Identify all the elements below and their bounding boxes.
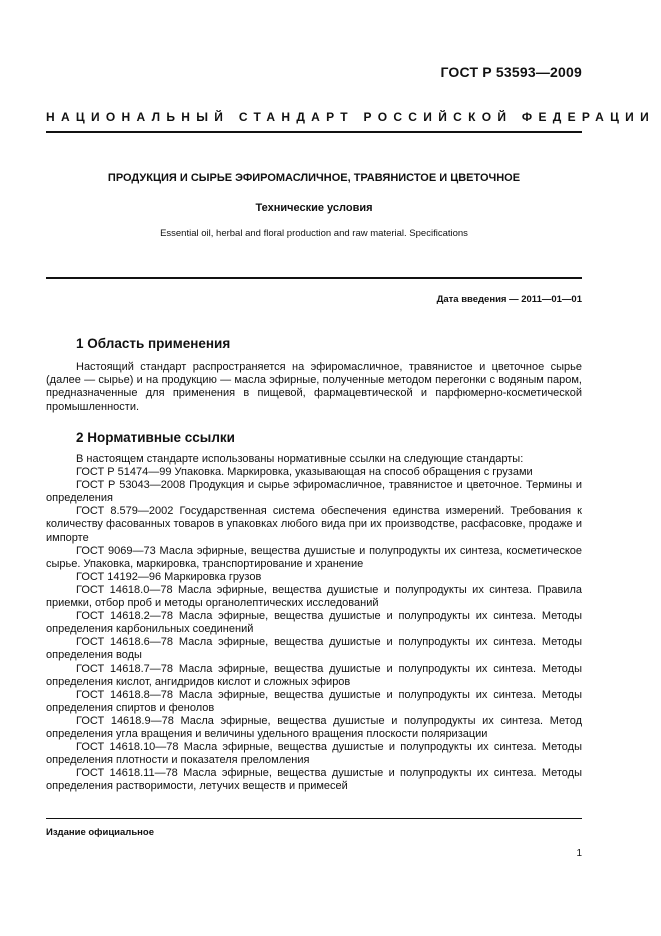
document-number: ГОСТ Р 53593—2009 — [440, 64, 582, 80]
title-rule — [46, 277, 582, 279]
reference-item: ГОСТ 14618.6—78 Масла эфирные, вещества душистые и полупродукты их синтеза. Методы определения воды — [46, 636, 582, 662]
section-2-heading: 2 Нормативные ссылки — [76, 430, 235, 445]
footer-rule — [46, 818, 582, 819]
official-edition-label: Издание официальное — [46, 827, 154, 838]
reference-item: ГОСТ 14618.8—78 Масла эфирные, вещества душистые и полупродукты их синтеза. Методы определения спиртов и фенолов — [46, 688, 582, 714]
reference-item: ГОСТ Р 51474—99 Упаковка. Маркировка, указывающая на способ обращения с грузами — [76, 466, 533, 479]
reference-item: ГОСТ 14618.11—78 Масла эфирные, вещества душистые и полупродукты их синтеза. Методы определения растворимости, летучих веществ и примесей — [46, 767, 582, 793]
section-1-text — [46, 361, 582, 414]
national-standard-banner: НАЦИОНАЛЬНЫЙ СТАНДАРТ РОССИЙСКОЙ ФЕДЕРАЦИИ — [46, 110, 656, 124]
document-subtitle: Технические условия — [255, 202, 373, 214]
reference-item: ГОСТ 9069—73 Масла эфирные, вещества душистые и полупродукты их синтеза, косметическое сырье. Упаковка, маркировка, транспортирование и хранение — [46, 544, 582, 570]
reference-item: ГОСТ 14618.2—78 Масла эфирные, вещества душистые и полупродукты их синтеза. Методы определения карбонильных соединений — [46, 610, 582, 636]
english-title: Essential oil, herbal and floral production and raw material. Specifications — [160, 228, 468, 239]
reference-item: ГОСТ 14618.10—78 Масла эфирные, вещества душистые и полупродукты их синтеза. Методы определения плотности и показателя преломления — [46, 741, 582, 767]
section-1-paragraph: Настоящий стандарт распространяется на эфиромасличное, травянистое и цветочное сырье (далее — сырье) и на продукцию — масла эфирные, полученные методом перегонки с водяным паром, предназначенные для применения в пищевой, фармацевтической и парфюмерно-косметической промышленности. — [46, 361, 582, 413]
section-1-heading: 1 Область применения — [76, 336, 231, 351]
reference-item: ГОСТ 14618.7—78 Масла эфирные, вещества душистые и полупродукты их синтеза. Методы определения кислот, ангидридов кислот и сложных эфиров — [46, 662, 582, 688]
introduction-date: Дата введения — 2011—01—01 — [436, 294, 582, 305]
page-number: 1 — [576, 848, 582, 859]
header-rule — [46, 131, 582, 133]
reference-item: ГОСТ 8.579—2002 Государственная система обеспечения единства измерений. Требования к количеству фасованных товаров в упаковках любого вида при их производстве, расфасовке, продаже и импорте — [46, 505, 582, 544]
normative-references-list — [46, 453, 582, 793]
reference-intro: В настоящем стандарте использованы нормативные ссылки на следующие стандарты: — [76, 453, 524, 465]
reference-item: ГОСТ 14618.9—78 Масла эфирные, вещества душистые и полупродукты их синтеза. Метод определения угла вращения и величины удельного вращения плоскости поляризации — [46, 714, 582, 740]
reference-item: ГОСТ Р 53043—2008 Продукция и сырье эфиромасличное, травянистое и цветочное. Термины и определения — [46, 479, 582, 505]
reference-item: ГОСТ 14192—96 Маркировка грузов — [76, 570, 262, 583]
document-title: ПРОДУКЦИЯ И СЫРЬЕ ЭФИРОМАСЛИЧНОЕ, ТРАВЯНИСТОЕ И ЦВЕТОЧНОЕ — [107, 172, 521, 184]
reference-item: ГОСТ 14618.0—78 Масла эфирные, вещества душистые и полупродукты их синтеза. Правила приемки, отбор проб и методы органолептических исследований — [46, 583, 582, 610]
